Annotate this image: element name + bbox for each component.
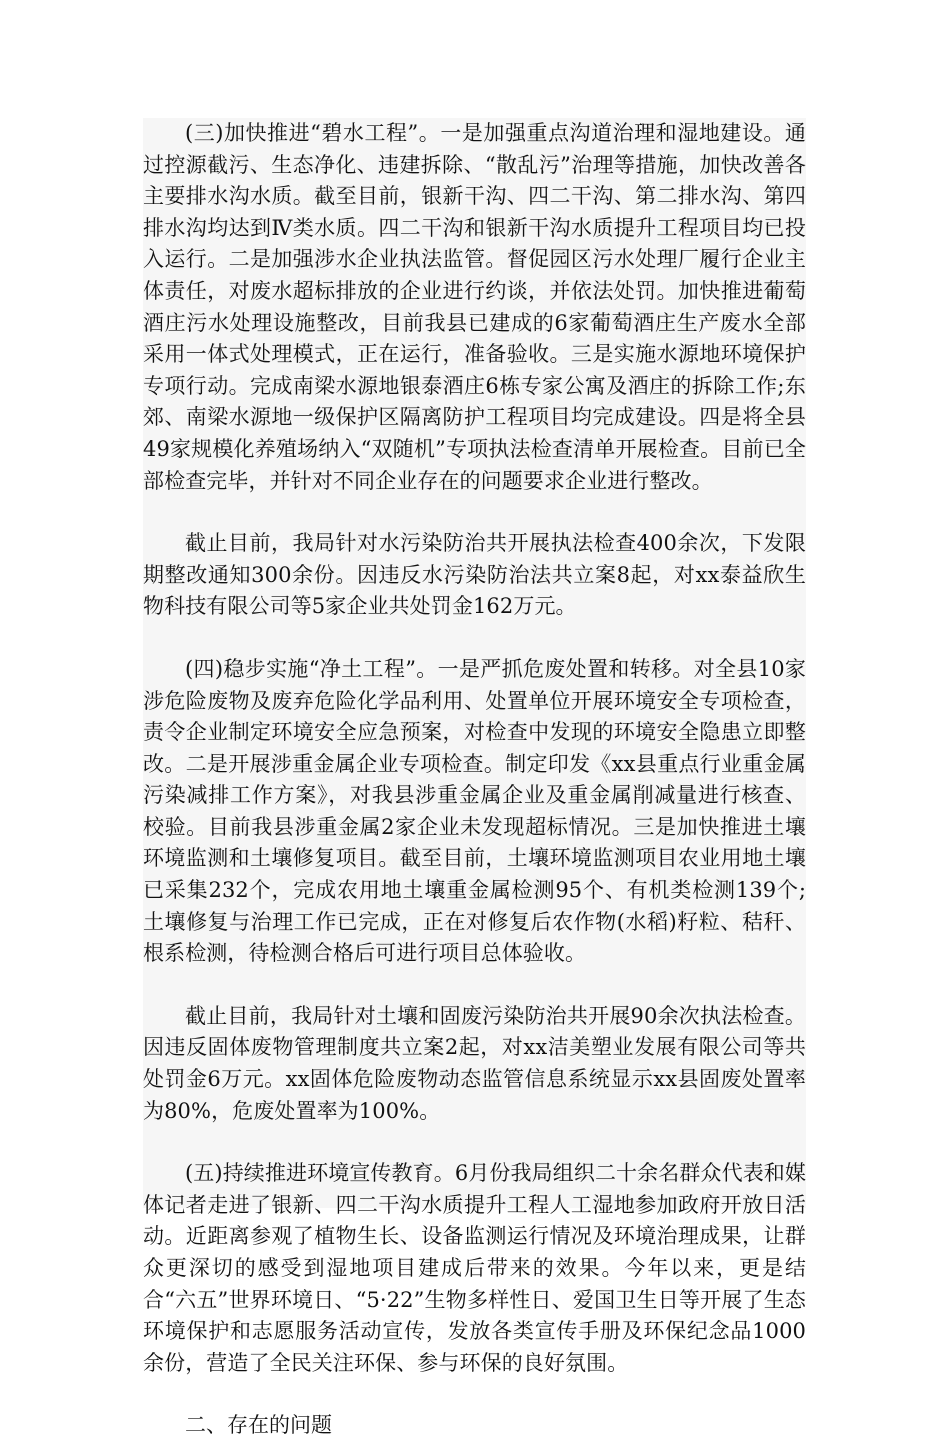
document-body xyxy=(143,118,806,1438)
section-heading-existing-problems: 二、存在的问题 xyxy=(185,1413,332,1438)
paragraph-soil-enforcement-summary: 截止目前，我局针对土壤和固废污染防治共开展90余次执法检查。因违反固体废物管理制度共立案2起，对xx洁美塑业发展有限公司等共处罚金6万元。xx固体危险废物动态监管信息系统显示xx县固废处置率为80%，危废处置率为100%。 xyxy=(143,1003,806,1123)
paragraph-water-enforcement-summary: 截止目前，我局针对水污染防治共开展执法检查400余次，下发限期整改通知300余份。因违反水污染防治法共立案8起，对xx泰益欣生物科技有限公司等5家企业共处罚金162万元。 xyxy=(143,531,806,619)
paragraph-clear-water-project: (三)加快推进“碧水工程”。一是加强重点沟道治理和湿地建设。通过控源截污、生态净化、违建拆除、“散乱污”治理等措施，加快改善各主要排水沟水质。截至目前，银新干沟、四二干沟、第二排水沟、第四排水沟均达到Ⅳ类水质。四二干沟和银新干沟水质提升工程项目均已投入运行。二是加强涉水企业执法监管。督促园区污水处理厂履行企业主体责任，对废水超标排放的企业进行约谈，并依法处罚。加快推进葡萄酒庄污水处理设施整改，目前我县已建成的6家葡萄酒庄生产废水全部采用一体式处理模式，正在运行，准备验收。三是实施水源地环境保护专项行动。完成南梁水源地银泰酒庄6栋专家公寓及酒庄的拆除工作;东郊、南梁水源地一级保护区隔离防护工程项目均完成建设。四是将全县49家规模化养殖场纳入“双随机”专项执法检查清单开展检查。目前已全部检查完毕，并针对不同企业存在的问题要求企业进行整改。 xyxy=(143,121,806,493)
paragraph-environmental-education: (五)持续推进环境宣传教育。6月份我局组织二十余名群众代表和媒体记者走进了银新、四二干沟水质提升工程人工湿地参加政府开放日活动。近距离参观了植物生长、设备监测运行情况及环境治理成果，让群众更深切的感受到湿地项目建成后带来的效果。今年以来，更是结合“六五”世界环境日、“5·22”生物多样性日、爱国卫生日等开展了生态环境保护和志愿服务活动宣传，发放各类宣传手册及环保纪念品1000余份，营造了全民关注环保、参与环保的良好氛围。 xyxy=(143,1161,806,1375)
paragraph-clean-soil-project: (四)稳步实施“净土工程”。一是严抓危废处置和转移。对全县10家涉危险废物及废弃危险化学品利用、处置单位开展环境安全专项检查，责令企业制定环境安全应急预案，对检查中发现的环境安全隐患立即整改。二是开展涉重金属企业专项检查。制定印发《xx县重点行业重金属污染减排工作方案》，对我县涉重金属企业及重金属削减量进行核查、校验。目前我县涉重金属2家企业未发现超标情况。三是加快推进土壤环境监测和土壤修复项目。截至目前，土壤环境监测项目农业用地土壤已采集232个，完成农用地土壤重金属检测95个、有机类检测139个;土壤修复与治理工作已完成，正在对修复后农作物(水稻)籽粒、秸秆、根系检测，待检测合格后可进行项目总体验收。 xyxy=(143,656,806,966)
